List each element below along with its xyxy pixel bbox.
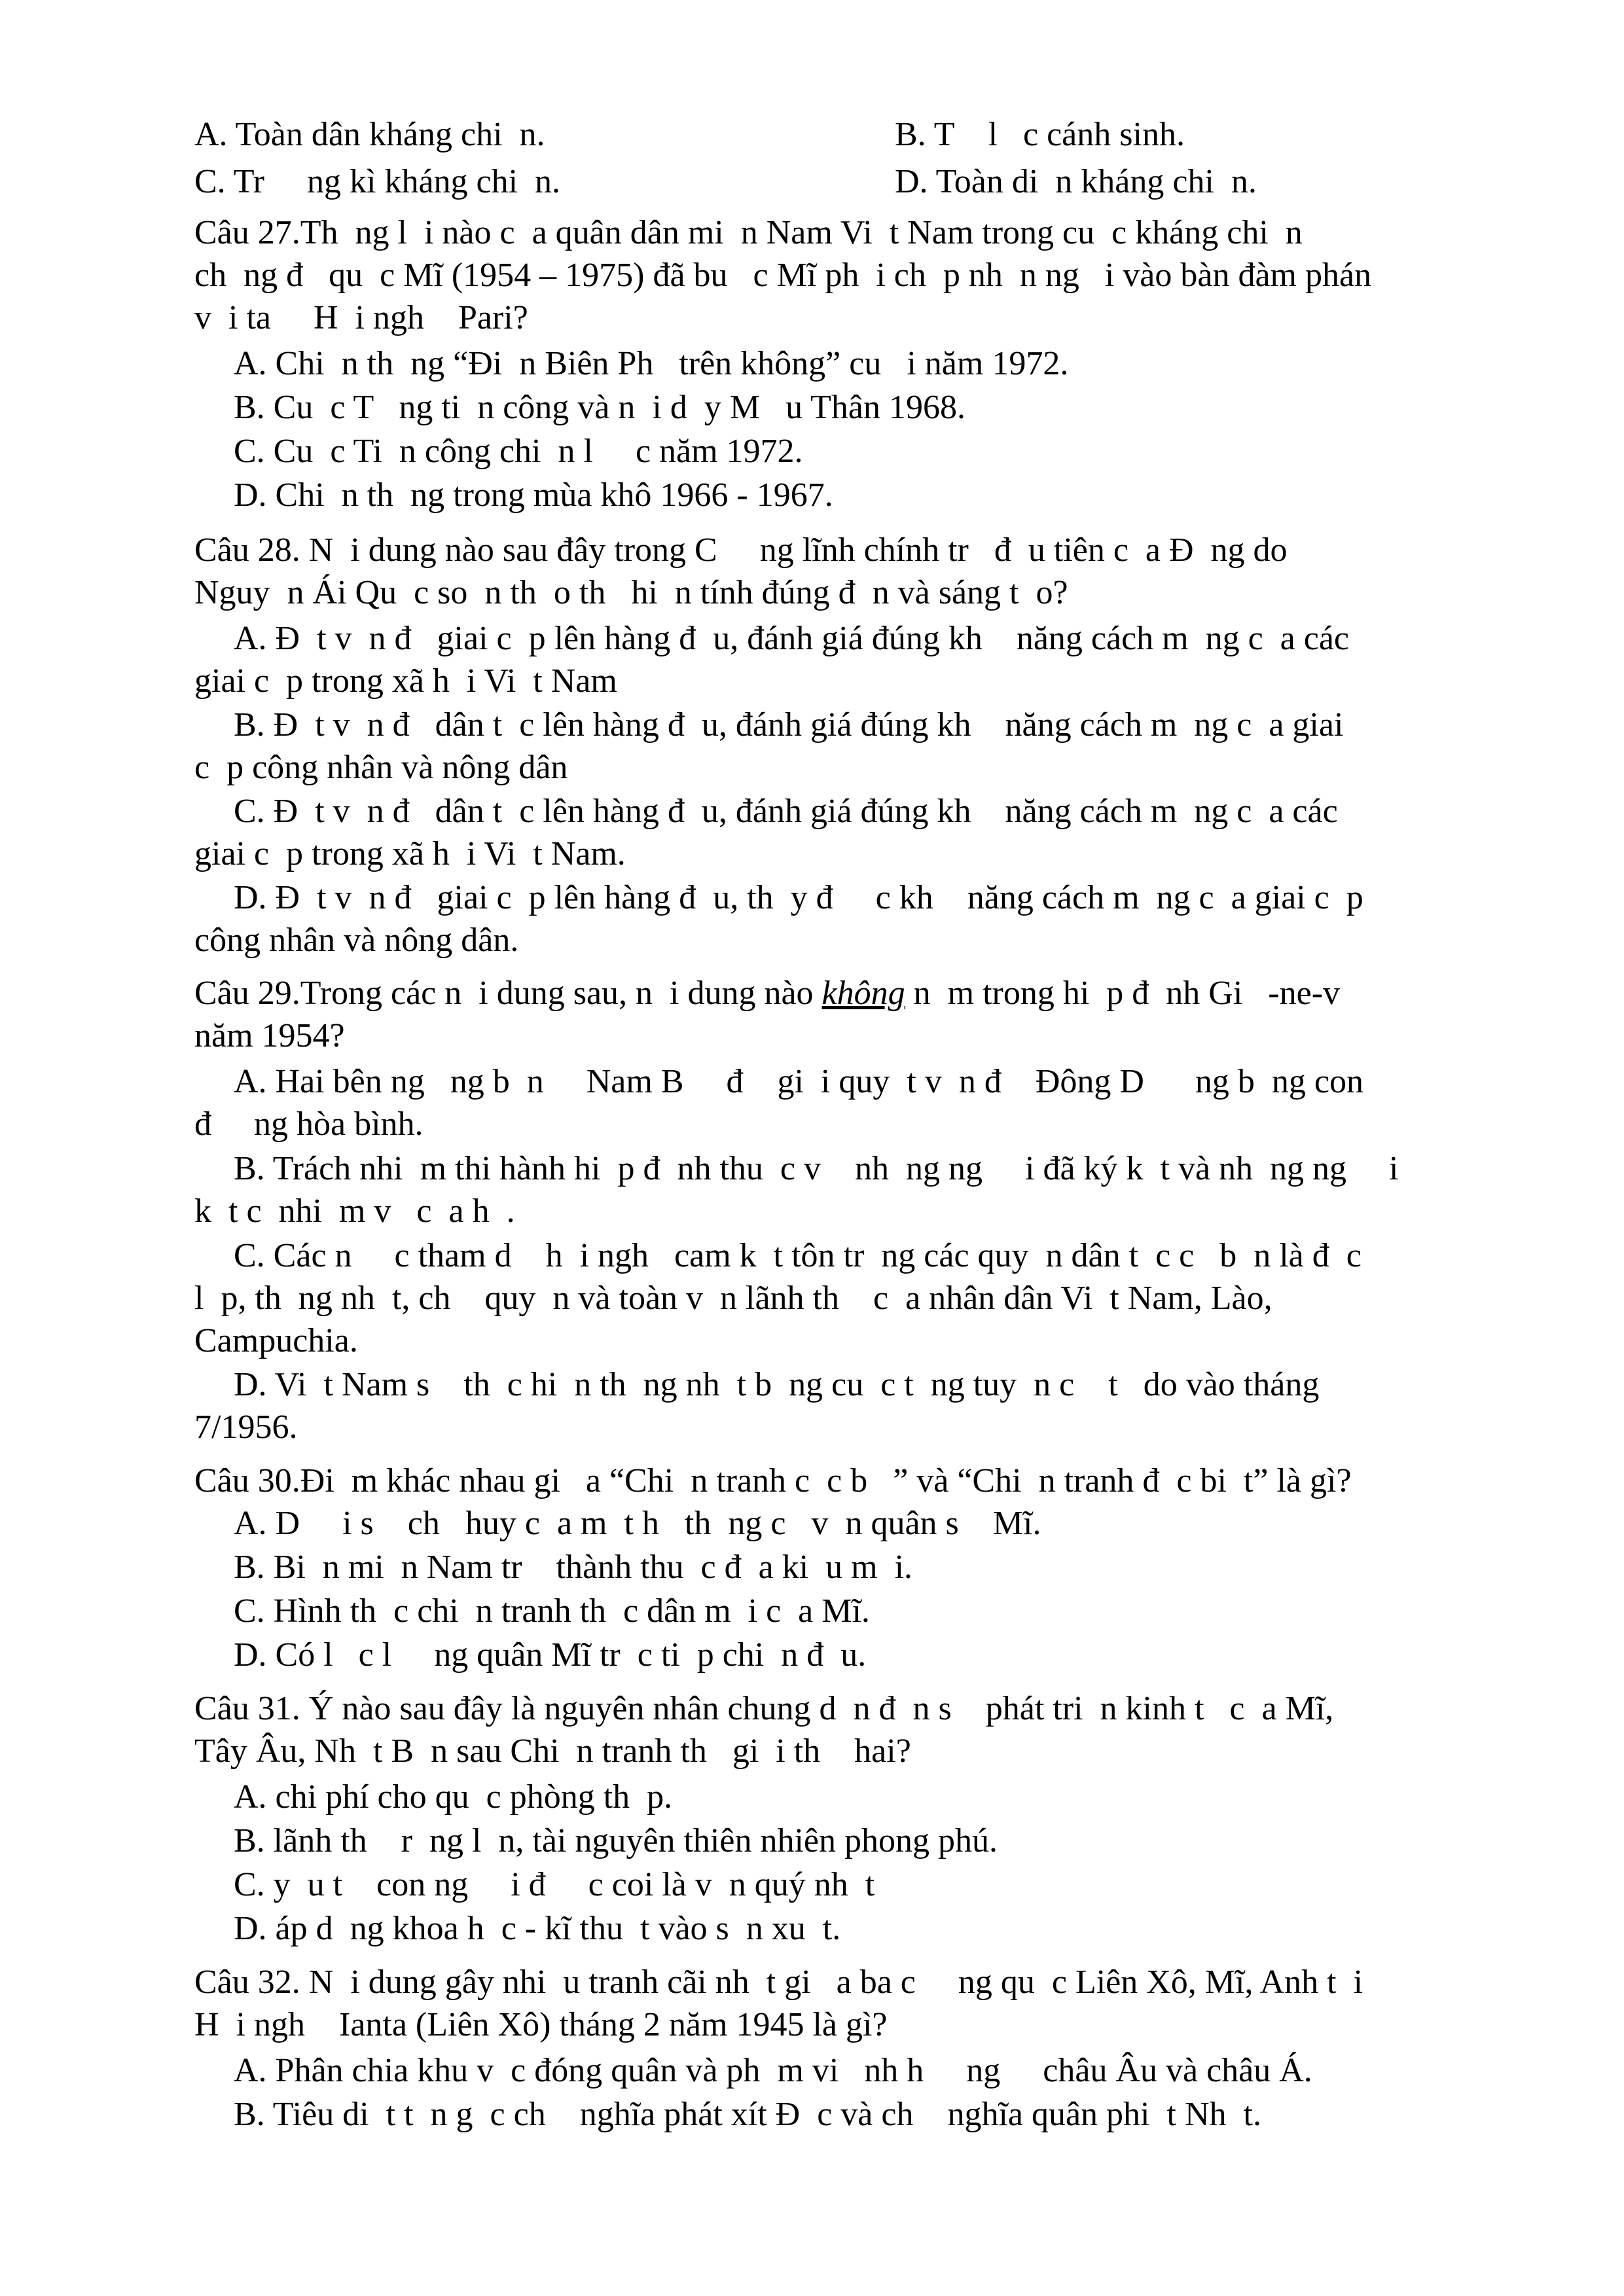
question-27-text-line-2: ch ng đ qu c Mĩ (1954 – 1975) đã bu c Mĩ ph i ch p nh n ng i vào bàn đàm phán	[194, 257, 1372, 294]
question-29-option-d-cont: 7/1956.	[194, 1408, 298, 1446]
question-29-emphasis: không	[821, 975, 905, 1012]
question-32-option-b: B. Tiêu di t t n g c ch nghĩa phát xít Đ c và ch nghĩa quân phi t Nh t.	[234, 2096, 1261, 2133]
question-28-option-b-cont: c p công nhân và nông dân	[194, 749, 568, 786]
question-30-option-b: B. Bi n mi n Nam tr thành thu c đ a ki u m i.	[234, 1549, 913, 1586]
question-30-option-a: A. D i s ch huy c a m t h th ng c v n quân s Mĩ.	[234, 1505, 1041, 1542]
question-29-text-before: Câu 29.Trong các n i dung sau, n i dung nào	[194, 975, 822, 1012]
question-28-option-d: D. Đ t v n đ giai c p lên hàng đ u, th y đ c kh năng cách m ng c a giai c p	[234, 879, 1363, 916]
question-29-option-a: A. Hai bên ng ng b n Nam B đ gi i quy t v n đ Đông D ng b ng con	[234, 1063, 1364, 1100]
question-28-option-a: A. Đ t v n đ giai c p lên hàng đ u, đánh giá đúng kh năng cách m ng c a các	[234, 620, 1349, 657]
question-31-option-d: D. áp d ng khoa h c - kĩ thu t vào s n xu t.	[234, 1910, 841, 1947]
question-28-option-c-cont: giai c p trong xã h i Vi t Nam.	[194, 835, 626, 872]
question-28-option-d-cont: công nhân và nông dân.	[194, 922, 519, 959]
question-29-text-line-2: năm 1954?	[194, 1017, 345, 1054]
prev-option-b: B. T l c cánh sinh.	[895, 116, 1185, 153]
question-30-option-d: D. Có l c l ng quân Mĩ tr c ti p chi n đ u.	[234, 1636, 867, 1674]
question-27-option-a: A. Chi n th ng “Đi n Biên Ph trên không” cu i năm 1972.	[234, 345, 1069, 382]
question-29-option-b-cont: k t c nhi m v c a h .	[194, 1193, 515, 1230]
question-27-text-line-1: Câu 27.Th ng l i nào c a quân dân mi n Nam Vi t Nam trong cu c kháng chi n	[194, 214, 1303, 251]
question-28-option-c: C. Đ t v n đ dân t c lên hàng đ u, đánh giá đúng kh năng cách m ng c a các	[234, 793, 1338, 830]
question-28-text-line-1: Câu 28. N i dung nào sau đây trong C ng lĩnh chính tr đ u tiên c a Đ ng do	[194, 531, 1288, 569]
question-30-text: Câu 30.Đi m khác nhau gi a “Chi n tranh c c b ” và “Chi n tranh đ c bi t” là gì?	[194, 1462, 1352, 1499]
question-28-option-a-cont: giai c p trong xã h i Vi t Nam	[194, 662, 617, 700]
question-32-option-a: A. Phân chia khu v c đóng quân và ph m vi nh h ng châu Âu và châu Á.	[234, 2052, 1312, 2089]
question-30-option-c: C. Hình th c chi n tranh th c dân m i c a Mĩ.	[234, 1592, 870, 1630]
question-29-text-line-1	[194, 977, 1340, 1011]
question-29-text-after: n m trong hi p đ nh Gi -ne-v	[905, 975, 1341, 1012]
question-29-option-c: C. Các n c tham d h i ngh cam k t tôn tr ng các quy n dân t c c b n là đ c	[234, 1237, 1362, 1274]
question-32-text-line-2: H i ngh Ianta (Liên Xô) tháng 2 năm 1945 là gì?	[194, 2006, 888, 2043]
question-29-option-b: B. Trách nhi m thi hành hi p đ nh thu c v nh ng ng i đã ký k t và nh ng ng i	[234, 1150, 1399, 1187]
prev-option-c: C. Tr ng kì kháng chi n.	[194, 163, 561, 200]
prev-option-a: A. Toàn dân kháng chi n.	[194, 116, 545, 153]
question-27-option-c: C. Cu c Ti n công chi n l c năm 1972.	[234, 433, 803, 470]
question-31-option-a: A. chi phí cho qu c phòng th p.	[234, 1778, 673, 1816]
question-29-option-c-cont-2: Campuchia.	[194, 1322, 358, 1359]
question-29-option-d: D. Vi t Nam s th c hi n th ng nh t b ng cu c t ng tuy n c t do vào tháng	[234, 1366, 1320, 1403]
question-28-text-line-2: Nguy n Ái Qu c so n th o th hi n tính đúng đ n và sáng t o?	[194, 574, 1068, 611]
question-29-option-a-cont: đ ng hòa bình.	[194, 1105, 424, 1143]
question-31-option-c: C. y u t con ng i đ c coi là v n quý nh t	[234, 1866, 875, 1903]
question-31-option-b: B. lãnh th r ng l n, tài nguyên thiên nhiên phong phú.	[234, 1822, 998, 1859]
question-28-option-b: B. Đ t v n đ dân t c lên hàng đ u, đánh giá đúng kh năng cách m ng c a giai	[234, 706, 1344, 744]
question-32-text-line-1: Câu 32. N i dung gây nhi u tranh cãi nh t gi a ba c ng qu c Liên Xô, Mĩ, Anh t i	[194, 1964, 1363, 2001]
question-29-option-c-cont-1: l p, th ng nh t, ch quy n và toàn v n lãnh th c a nhân dân Vi t Nam, Lào,	[194, 1280, 1272, 1317]
prev-option-d: D. Toàn di n kháng chi n.	[895, 163, 1257, 200]
question-27-option-d: D. Chi n th ng trong mùa khô 1966 - 1967.	[234, 476, 833, 514]
question-31-text-line-2: Tây Âu, Nh t B n sau Chi n tranh th gi i th hai?	[194, 1732, 911, 1770]
question-31-text-line-1: Câu 31. Ý nào sau đây là nguyên nhân chung d n đ n s phát tri n kinh t c a Mĩ,	[194, 1690, 1334, 1727]
question-27-option-b: B. Cu c T ng ti n công và n i d y M u Thân 1968.	[234, 389, 965, 426]
question-27-text-line-3: v i ta H i ngh Pari?	[194, 299, 528, 336]
